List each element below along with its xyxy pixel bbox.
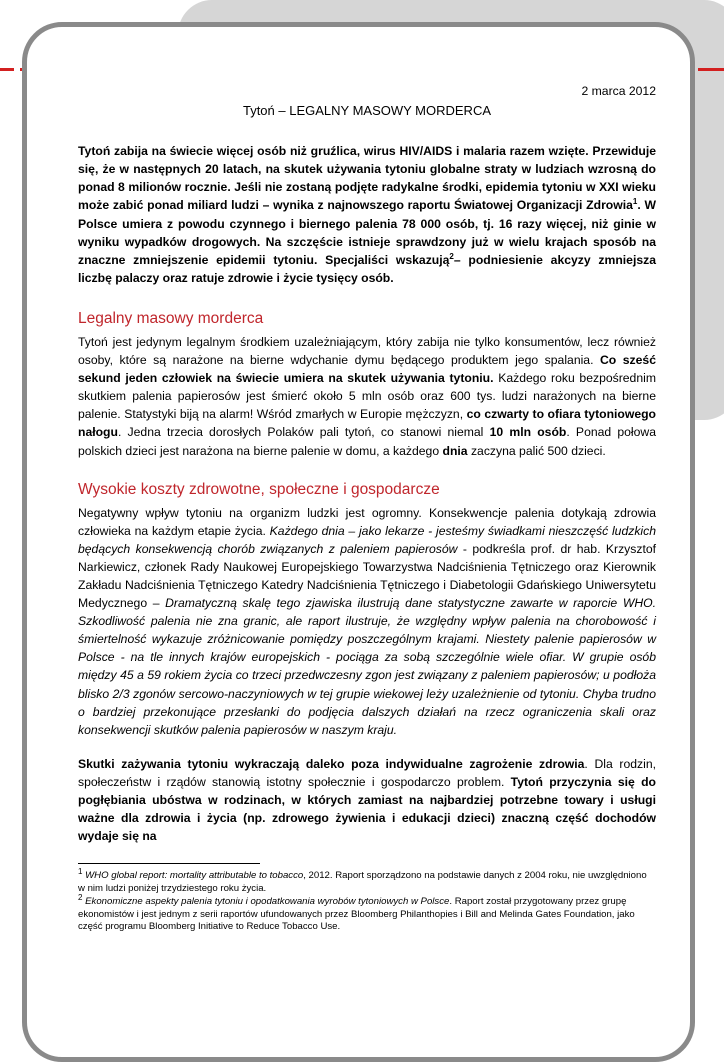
intro-paragraph — [78, 142, 656, 287]
footnote-separator — [78, 863, 260, 864]
red-dash-right-2 — [698, 68, 724, 71]
section1-bold-4: dnia — [442, 443, 468, 458]
footnote-number-1: 1 — [78, 867, 83, 877]
footnote-2-text: . Raport został przygotowany przez grupę ekonomistów i jest jednym z serii raportów ufundowanych przez Bloomberg Philanthopies i Bill and Melinda Gates Foundation, jako część programu Bloomberg Initiative to Reduce Tobacco Use. — [78, 896, 635, 932]
section1-bold-3: 10 mln osób — [489, 425, 567, 440]
document-body — [78, 82, 656, 934]
intro-text-2: . W Polsce umiera z powodu czynnego i biernego palenia 78 000 osób, tj. 16 razy więcej, niż ginie w wyniku wypadków drogowych. Na szczęście istnieje sprawdzony już w wielu krajach sposób na znaczne zmniejszenie epidemii tytoniu. Specjaliści wskazują — [78, 198, 656, 267]
document-date: 2 marca 2012 — [581, 84, 656, 98]
section2-text-2: - podkreśla prof. dr hab. Krzysztof Narkiewicz, członek Rady Naukowej Europejskiego Towarzystwa Nadciśnienia Tętniczego oraz Kierownik Zakładu Nadciśnienia Tętniczego Katedry Nadciśnienia Tętniczego i Diabetologii Gdańskiego Uniwersytetu Medycznego – — [78, 541, 656, 611]
section1-bold-1: Co sześć sekund jeden człowiek na świecie umiera na skutek używania tytoniu. — [78, 353, 656, 386]
section1-text-1: Tytoń jest jedynym legalnym środkiem uzależniającym, który zabija nie tylko konsumentów, lecz również osoby, które są narażone na bierne wdychanie dymu będącego produktem jego spalania. — [78, 334, 656, 368]
footnotes — [78, 867, 656, 933]
footnote-ref-2[interactable]: 2 — [449, 251, 454, 261]
intro-text-1: Tytoń zabija na świecie więcej osób niż gruźlica, wirus HIV/AIDS i malaria razem wzięte. Przewiduje się, że w następnych 20 latach, na skutek używania tytoniu globalne straty w ludziach wzrosną do ponad 8 milionów rocznie. Jeśli nie zostaną podjęte radykalne środki, epidemia tytoniu w XXI wieku może zabić ponad miliard ludzi – wynika z najnowszego raportu Światowej Organizacji Zdrowia — [78, 144, 656, 213]
section2-quote-1: Każdego dnia – jako lekarze - jesteśmy świadkami nieszczęść ludzkich będących konsekwencją chorób związanych z paleniem papierosów — [78, 523, 656, 556]
intro-text-3: – podniesienie akcyzy zmniejsza liczbę palaczy oraz ratuje zdrowie i życie tysięcy osób. — [78, 252, 656, 285]
section1-bold-2: co czwarty to ofiara tytoniowego nałogu — [78, 407, 656, 440]
section2-text-1: Negatywny wpływ tytoniu na organizm ludzki jest ogromny. Konsekwencje palenia dotykają zdrowia człowieka na każdym etapie życia. — [78, 505, 656, 538]
section1-text-3: . Jedna trzecia dorosłych Polaków pali tytoń, co stanowi niemal — [117, 425, 490, 440]
para3-text-1: . Dla rodzin, społeczeństw i rządów stanowią istotny społecznie i gospodarczo problem. — [78, 756, 656, 789]
footnote-1 — [78, 867, 656, 895]
red-dash-left-1 — [0, 68, 14, 71]
footnote-number-2: 2 — [78, 892, 83, 902]
footnote-1-text: , 2012. Raport sporządzono na podstawie danych z 2004 roku, nie uwzględniono w nim ludzi poniżej trzydziestego roku życia. — [78, 870, 647, 894]
footnote-1-source: WHO global report: mortality attributable to tobacco — [85, 870, 304, 882]
section-heading-legal-killer: Legalny masowy morderca — [78, 309, 264, 327]
section1-text-5: zaczyna palić 500 dzieci. — [467, 443, 606, 458]
footnote-2-source: Ekonomiczne aspekty palenia tytoniu i opodatkowania wyrobów tytoniowych w Polsce — [85, 896, 450, 908]
section2-quote-2: Dramatyczną skalę tego zjawiska ilustrują dane statystyczne zawarte w raporcie WHO. Szkodliwość palenia nie zna granic, ale raport ilustruje, że względny wpływ palenia na chorobowość i śmiertelność wykazuje zróżnicowanie pomiędzy poszczególnym krajami. Niestety palenie papierosów w Polsce - na tle innych krajów europejskich - pociąga za sobą szczególnie wiele ofiar. W grupie osób między 45 a 59 rokiem życia co trzeci przedwczesny zgon jest związany z paleniem papierosów; u podłoża blisko 2/3 zgonów sercowo-naczyniowych w tej grupie wiekowej leży uzależnienie od tytoniu. Chyba trudno o bardziej przekonujące przesłanki do podjęcia dalszych działań na rzecz ograniczenia skali oraz konsekwencji skutków palenia papierosów w naszym kraju. — [78, 596, 656, 737]
section-heading-costs: Wysokie koszty zdrowotne, społeczne i gospodarcze — [78, 480, 440, 498]
consequences-paragraph — [78, 755, 656, 845]
footnote-2 — [78, 892, 656, 933]
section1-paragraph — [78, 333, 656, 460]
para3-bold-1: Skutki zażywania tytoniu wykraczają daleko poza indywidualne zagrożenie zdrowia — [78, 756, 585, 771]
section2-paragraph — [78, 504, 656, 739]
document-title: Tytoń – LEGALNY MASOWY MORDERCA — [242, 103, 492, 119]
section1-text-4: . Ponad połowa polskich dzieci jest narażona na bierne palenie w domu, a każdego — [78, 425, 657, 458]
section1-text-2: Każdego roku bezpośrednim skutkiem palenia papierosów jest śmierć około 5 mln osób oraz 600 tys. ludzi narażonych na bierne palenie. Statystyki biją na alarm! Wśród zmarłych w Europie mężczyzn, — [78, 371, 656, 422]
footnote-ref-1[interactable]: 1 — [632, 197, 638, 207]
para3-bold-2: Tytoń przyczynia się do pogłębiania ubóstwa w rodzinach, w których zamiast na najbardziej potrzebne towary i usługi ważne dla zdrowia i życia (np. zdrowego żywienia i edukacji dzieci) znaczną część dochodów wydaje się na — [78, 774, 656, 844]
